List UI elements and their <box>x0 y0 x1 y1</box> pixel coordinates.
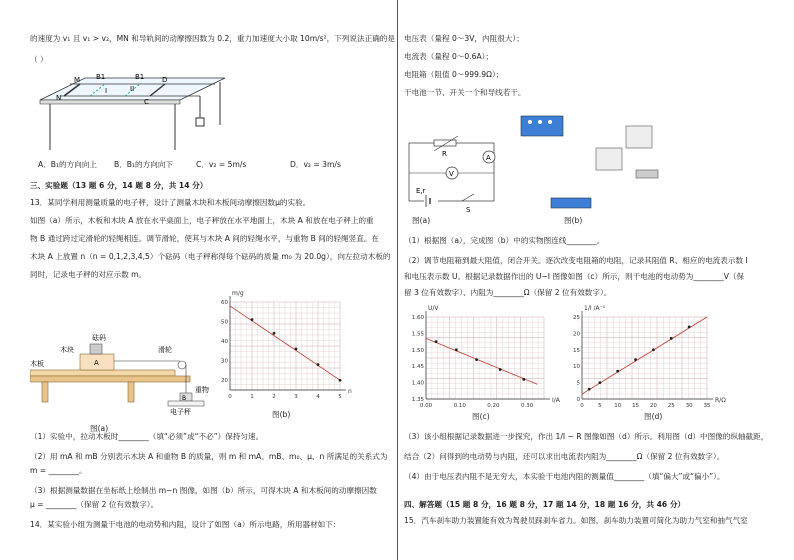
q13-line: 木块 A 上放置 n（n = 0,1,2,3,4,5）个砝码（电子秤称得每个砝码的质量 m₀ 为 20.0g），向左拉动木板的 <box>30 252 391 261</box>
y-tick-label: 1.35 <box>411 397 424 403</box>
apparatus-caption: 图(b) <box>564 216 583 225</box>
data-point <box>634 358 637 361</box>
label-r: R <box>442 150 447 158</box>
data-point <box>251 318 254 321</box>
data-point <box>273 332 276 335</box>
data-point <box>652 348 655 351</box>
q15-text: 15．汽车刹车助力装置能有效为驾驶员踩刹车省力。如图，刹车助力装置可简化为助力气室和抽气气室 <box>404 516 748 525</box>
y-tick-label: 1.45 <box>411 364 424 371</box>
label-a: A <box>94 359 99 367</box>
x-axis-label: I/A <box>552 397 560 404</box>
q14-item: 留 3 位有效数字）、内阻为________Ω（保留 2 位有效数字）。 <box>404 288 612 297</box>
x-tick-label: 0.30 <box>521 403 534 409</box>
circuit-diagram <box>404 135 504 215</box>
y-tick-label: 1.40 <box>411 380 424 387</box>
label-block: 木块 <box>60 346 74 354</box>
label-er: E,r <box>416 187 426 195</box>
y-tick-label: 25 <box>573 315 580 321</box>
q12-option-c: C．v₂ = 5m/s <box>196 160 247 169</box>
q14-item: （3）该小组根据记录数据进一步探究，作出 1/I − R 图像如图（d）所示。利用图（d）中图像的纵轴截距， <box>404 432 769 441</box>
m-n-chart <box>210 290 360 410</box>
y-tick-label: 15 <box>573 347 580 354</box>
q14-item: （1）根据图（a），完成图（b）中的实物图连线________。 <box>404 236 605 245</box>
knob <box>548 120 552 124</box>
x-tick-label: 25 <box>667 403 675 409</box>
label-scale: 电子秤 <box>170 408 191 415</box>
y-tick-label: 1.55 <box>411 331 424 338</box>
equipment-item: 干电池一节、开关一个和导线若干。 <box>404 88 526 97</box>
y-tick-label: 10 <box>573 364 580 371</box>
label-s: S <box>466 206 471 214</box>
x-tick-label: 30 <box>685 403 693 409</box>
switch-device <box>636 170 658 178</box>
equipment-item: 电压表（量程 0～3V，内阻很大）； <box>404 34 524 43</box>
switch <box>462 194 474 201</box>
equipment-item: 电阻箱（阻值 0～999.9Ω）； <box>404 70 504 79</box>
fig-d-caption: 图(d) <box>644 412 663 421</box>
y-tick-label: 40 <box>221 339 228 346</box>
y-tick-label: 20 <box>221 378 228 385</box>
y-tick-label: 30 <box>221 358 228 365</box>
label-region-2: II <box>130 85 135 93</box>
y-tick-label: 50 <box>221 319 228 326</box>
x-tick-label: 10 <box>614 403 622 409</box>
q13-line: 13．某同学利用测量质量的电子秤，设计了测量木块和木板间动摩擦因数μ的实验。 <box>30 198 311 207</box>
x-axis-label: R/Ω <box>715 397 726 404</box>
label-region-1: I <box>105 87 108 95</box>
u-i-chart <box>404 305 564 415</box>
data-point <box>588 388 591 391</box>
inverse-i-r-chart <box>564 305 729 415</box>
x-tick-label: 0 <box>228 394 232 400</box>
q14-intro: 14．某实验小组为测量干电池的电动势和内阻，设计了如图（a）所示电路，所用器材如下： <box>30 520 341 529</box>
equipment-item: 电流表（量程 0～0.6A）； <box>404 52 494 61</box>
data-point <box>616 370 619 373</box>
label-v: V <box>449 170 454 178</box>
q12-option-a: A．B₁的方向向上 <box>38 160 98 169</box>
label-weights: 砝码 <box>92 334 106 342</box>
label-b: B <box>182 395 187 402</box>
y-axis-label: 1/I /A⁻¹ <box>584 305 606 312</box>
label-b1: B1 <box>135 73 145 81</box>
x-tick-label: 5 <box>338 394 342 400</box>
y-tick-label: 1.60 <box>411 315 424 321</box>
y-tick-label: 20 <box>573 331 580 338</box>
label-c: C <box>144 98 149 106</box>
q12-answer-blank: （ ） <box>30 55 48 64</box>
x-tick-label: 35 <box>703 403 711 409</box>
fig-a-caption: 图(a) <box>90 424 109 433</box>
x-tick-label: 4 <box>316 394 320 400</box>
weights <box>90 344 102 354</box>
x-tick-label: 0.20 <box>487 403 500 409</box>
voltmeter-device <box>596 148 622 170</box>
q12-option-b: B．B₁的方向向下 <box>114 160 174 169</box>
x-tick-label: 0 <box>580 403 584 409</box>
y-tick-label: 60 <box>221 300 228 306</box>
x-tick-label: 0.10 <box>453 403 466 409</box>
q13-line: 同时，记录电子秤的对应示数 m。 <box>30 270 147 279</box>
x-tick-label: 3 <box>294 394 298 400</box>
q13-line: 物 B 通过跨过定滑轮的轻绳相连。调节滑轮，使其与木块 A 间的轻绳水平，与重物 B 间的轻绳竖直。在 <box>30 234 380 243</box>
data-point <box>475 358 478 361</box>
y-axis-label: U/V <box>428 305 439 312</box>
data-point <box>295 348 298 351</box>
fig-c-caption: 图(c) <box>472 412 490 421</box>
label-a: A <box>486 154 491 162</box>
label-m: M <box>74 76 81 84</box>
x-axis-label: n <box>348 388 352 395</box>
knob <box>538 120 542 124</box>
q14-item: 和电压表示数 U。根据记录数据作出的 U−I 图像如图（c）所示，则干电池的电动势为________V（保 <box>404 272 745 281</box>
label-board: 木板 <box>30 360 44 368</box>
q13-item: μ = ________（保留 2 位有效数字）。 <box>30 500 159 509</box>
ammeter-device <box>626 126 652 148</box>
table <box>30 376 190 382</box>
data-point <box>435 340 438 343</box>
data-point <box>522 378 525 381</box>
q14-item: （2）调节电阻箱到最大阻值，闭合开关。逐次改变电阻箱的电阻，记录其阻值 R、相应的电流表示数 I <box>404 256 748 265</box>
q13-item: （3）根据测量数据在坐标纸上绘制出 m−n 图像，如图（b）所示，可得木块 A 和木板间的动摩擦因数 <box>30 486 377 495</box>
label-b1: B1 <box>96 73 106 81</box>
x-tick-label: 5 <box>598 403 602 409</box>
q13-item: m = ________。 <box>30 466 87 475</box>
y-tick-label: 1.50 <box>411 347 424 354</box>
section-3-heading: 三、实验题（13 题 6 分，14 题 8 分，共 14 分） <box>30 181 208 190</box>
data-point <box>688 325 691 328</box>
q13-item: （2）用 mA 和 mB 分别表示木块 A 和重物 B 的质量，则 m 和 mA、mB、m₀、μ、n 所满足的关系式为 <box>30 452 388 461</box>
x-tick-label: 2 <box>272 394 276 400</box>
q13-line: 如图（a）所示，木板和木块 A 放在水平桌面上，电子秤放在水平地面上，木块 A 和放在电子秤上的重 <box>30 216 374 225</box>
x-tick-label: 1 <box>250 394 254 400</box>
q12-text-line: 的速度为 v₁ 且 v₁ > v₂，MN 和导轨间的动摩擦因数为 0.2，重力加速度大小取 10m/s²，下列说法正确的是 <box>30 34 395 43</box>
label-heavy: 重物 <box>195 386 209 394</box>
q14-item: 结合（2）问得到的电动势与内阻，还可以求出电流表内阻为________Ω（保留 2 位有效数字）。 <box>404 452 725 461</box>
table-leg <box>128 382 134 402</box>
label-pulley: 滑轮 <box>158 346 172 354</box>
battery-holder <box>551 198 591 208</box>
q13-item: （1）实验中，拉动木板时________（填“必须”或“不必”）保持匀速。 <box>30 432 264 441</box>
data-point <box>499 368 502 371</box>
resistance-box <box>521 116 563 136</box>
q12-option-d: D．v₂ = 3m/s <box>290 160 341 169</box>
data-point <box>598 381 601 384</box>
q12-rail-figure <box>30 70 250 160</box>
data-point <box>339 379 342 382</box>
y-tick-label: 0 <box>576 397 580 403</box>
y-axis-label: m/g <box>232 290 244 297</box>
x-tick-label: 15 <box>632 403 640 409</box>
fig-b-caption: 图(b) <box>272 410 291 419</box>
label-d: D <box>162 76 168 84</box>
x-tick-label: 0.00 <box>419 403 433 409</box>
board <box>30 370 175 376</box>
q13-apparatus-figure <box>30 330 210 415</box>
circuit-caption: 图(a) <box>412 216 431 225</box>
x-tick-label: 20 <box>649 403 657 409</box>
pulley <box>178 361 186 369</box>
data-point <box>317 363 320 366</box>
q14-item: （4）由于电压表内阻不是无穷大，本实验干电池内阻的测量值________（填“偏大”或“偏小”）。 <box>404 472 725 481</box>
table-leg <box>42 382 48 402</box>
data-point <box>455 348 458 351</box>
knob <box>528 120 532 124</box>
y-tick-label: 5 <box>576 380 580 387</box>
rheostat <box>434 140 456 146</box>
data-point <box>670 337 673 340</box>
column-divider <box>397 0 398 560</box>
section-4-heading: 四、解答题（15 题 8 分，16 题 8 分，17 题 14 分，18 题 16 分，共 46 分） <box>404 500 686 509</box>
label-n: N <box>56 94 62 102</box>
hanging-weight <box>196 118 204 126</box>
apparatus-figure <box>516 108 676 218</box>
